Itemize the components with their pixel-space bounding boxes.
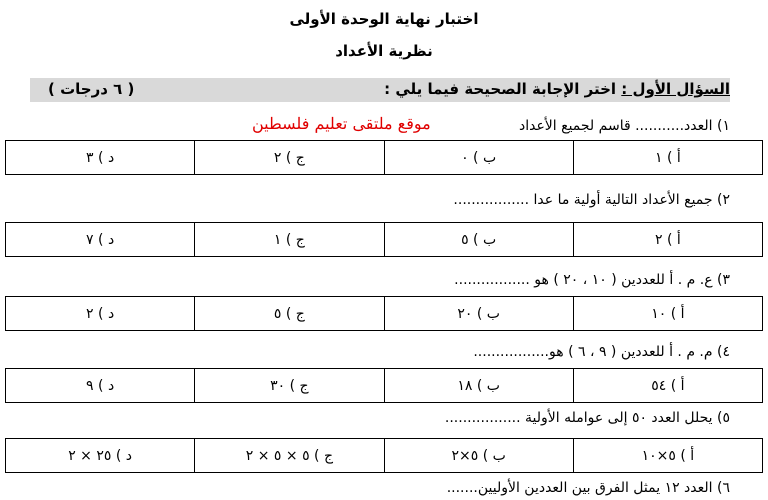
- question-3-text: ٣) ع. م . أ للعددين ( ١٠ ، ٢٠ ) هو .................: [454, 272, 730, 288]
- option-d[interactable]: د ) ٧: [6, 223, 195, 257]
- option-b[interactable]: ب ) ٢٠: [384, 297, 573, 331]
- option-b[interactable]: ب ) ١٨: [384, 369, 573, 403]
- question-5-text: ٥) يحلل العدد ٥٠ إلى عوامله الأولية .................: [444, 410, 730, 426]
- option-a[interactable]: أ ) ٢: [573, 223, 762, 257]
- option-c[interactable]: ج ) ٥: [195, 297, 384, 331]
- question-3-options: [5, 296, 763, 331]
- option-a[interactable]: أ ) ٥×١٠: [573, 439, 762, 473]
- option-d[interactable]: د ) ٣: [6, 141, 195, 175]
- option-d[interactable]: د ) ٢٥ × ٢: [6, 439, 195, 473]
- option-c[interactable]: ج ) ٢: [195, 141, 384, 175]
- option-b[interactable]: ب ) ٥×٢: [384, 439, 573, 473]
- section-heading: [384, 80, 730, 98]
- option-c[interactable]: ج ) ٥ × ٥ × ٢: [195, 439, 384, 473]
- page-subtitle: نظرية الأعداد: [335, 42, 433, 60]
- question-6-text: ٦) العدد ١٢ يمثل الفرق بين العددين الأوليين.......: [446, 480, 730, 496]
- question-4-options: [5, 368, 763, 403]
- option-a[interactable]: أ ) ١٠: [573, 297, 762, 331]
- question-4-text: ٤) م. م . أ للعددين ( ٩ ، ٦ ) هو.................: [473, 344, 730, 360]
- option-c[interactable]: ج ) ١: [195, 223, 384, 257]
- question-5-options: [5, 438, 763, 473]
- question-1-options: [5, 140, 763, 175]
- option-d[interactable]: د ) ٢: [6, 297, 195, 331]
- page-title: اختبار نهاية الوحدة الأولى: [289, 10, 479, 28]
- option-a[interactable]: أ ) ١: [573, 141, 762, 175]
- section-marks: ( ٦ درجات ): [48, 80, 135, 98]
- option-a[interactable]: أ ) ٥٤: [573, 369, 762, 403]
- section-heading-label: السؤال الأول :: [621, 80, 730, 98]
- option-b[interactable]: ب ) ٥: [384, 223, 573, 257]
- question-1-text: ١) العدد........... قاسم لجميع الأعداد: [518, 118, 730, 134]
- question-2-text: ٢) جميع الأعداد التالية أولية ما عدا .................: [453, 192, 730, 208]
- question-2-options: [5, 222, 763, 257]
- section-heading-instruction: اختر الإجابة الصحيحة فيما يلي :: [384, 80, 622, 98]
- option-b[interactable]: ب ) ٠: [384, 141, 573, 175]
- option-d[interactable]: د ) ٩: [6, 369, 195, 403]
- option-c[interactable]: ج ) ٣٠: [195, 369, 384, 403]
- watermark-text: موقع ملتقى تعليم فلسطين: [252, 114, 431, 133]
